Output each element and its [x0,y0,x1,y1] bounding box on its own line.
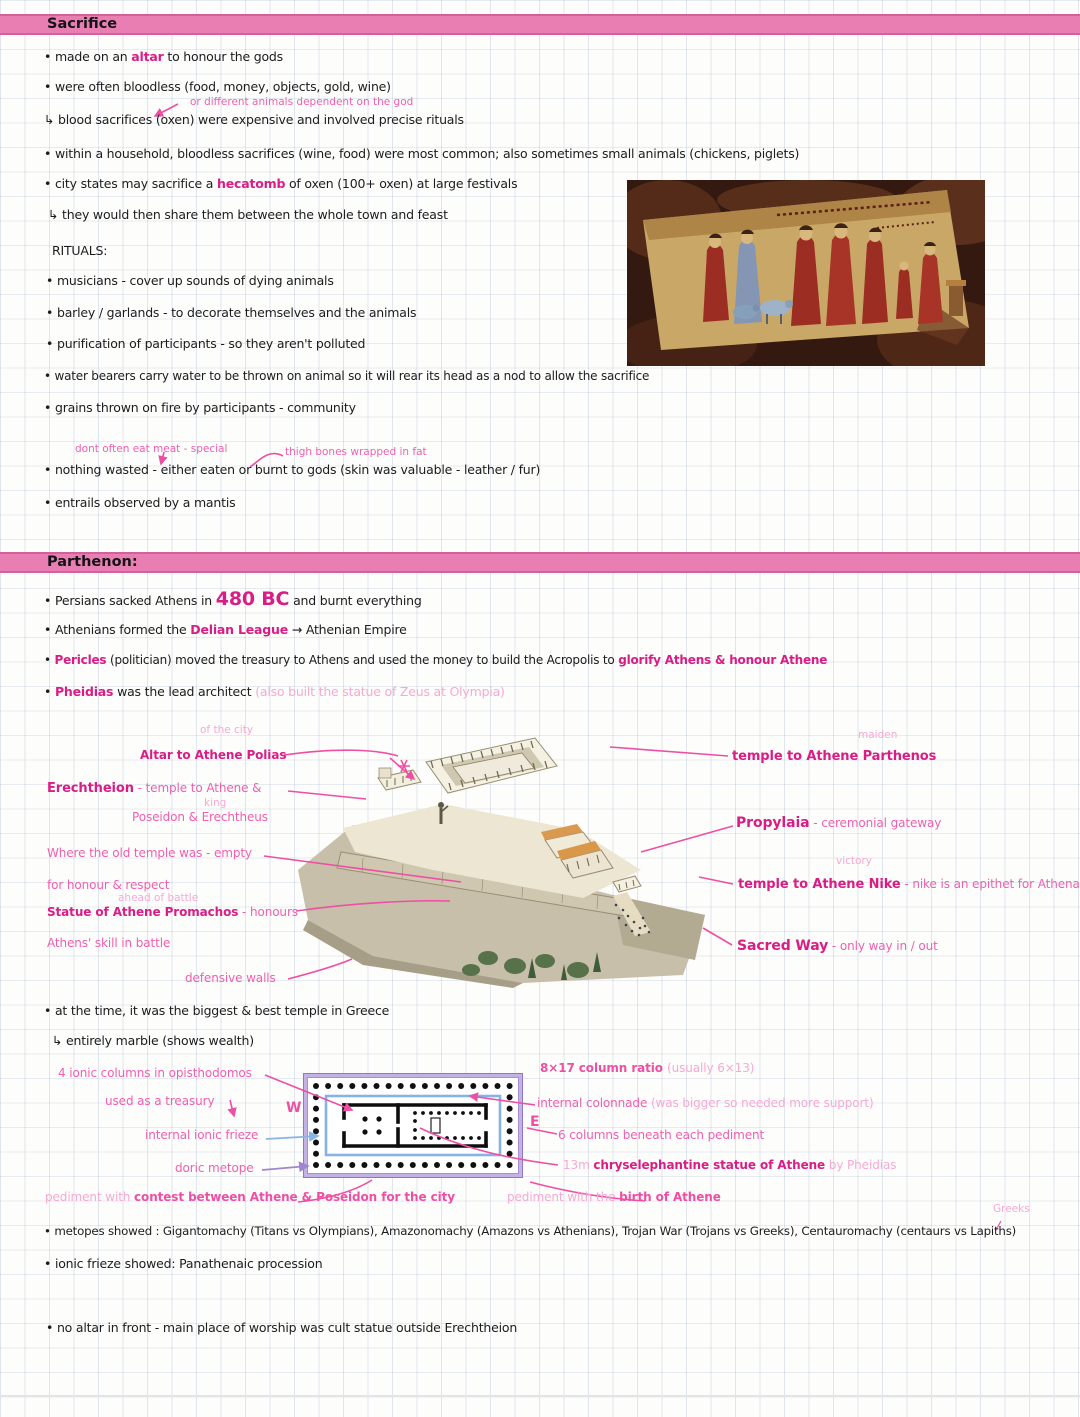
note-line-no-altar: • no altar in front - main place of worship was cult statue outside Erechtheion [46,1320,518,1335]
note-heading-rituals: RITUALS: [52,243,108,258]
note-line-musicians: • musicians - cover up sounds of dying animals [46,273,334,288]
section-divider-line [0,1395,1080,1397]
label-statue-promachos: Statue of Athene Promachos - honours [47,905,298,919]
note-line-pericles: • Pericles (politician) moved the treasury to Athens and used the money to build the Acropolis to glorify Athens & honour Athene [44,653,828,667]
note-line-pheidias: • Pheidias was the lead architect (also built the statue of Zeus at Olympia) [44,684,505,699]
label-defensive-walls: defensive walls [185,971,276,985]
label-nike: temple to Athene Nike - nike is an epithet for Athena [738,877,1080,892]
note-line-bloodless: • were often bloodless (food, money, objects, gold, wine) [44,79,391,94]
note-line-grains: • grains thrown on fire by participants - community [44,400,356,415]
label-ahead-of-battle: ahead of battle [118,892,199,904]
label-six-columns: 6 columns beneath each pediment [558,1128,765,1142]
label-treasury: used as a treasury [105,1094,215,1108]
label-chryselephantine: 13m chryselephantine statue of Athene by Pheidias [563,1158,897,1172]
label-maiden: maiden [858,729,898,741]
label-east: E [530,1114,540,1130]
note-line-marble: ↳ entirely marble (shows wealth) [52,1033,254,1048]
pitsa-panel-image [627,180,985,366]
label-west: W [286,1100,302,1116]
note-line-entrails: • entrails observed by a mantis [44,495,236,510]
label-internal-frieze: internal ionic frieze [145,1128,259,1142]
note-line-persians: • Persians sacked Athens in 480 BC and burnt everything [44,588,422,610]
section-bar-parthenon [0,552,1080,573]
note-line-household: • within a household, bloodless sacrifices (wine, food) were most common; also sometimes small animals (chickens, piglets) [44,146,800,161]
note-line-water-bearers: • water bearers carry water to be thrown on animal so it will rear its head as a nod to allow the sacrifice [44,369,650,383]
label-ionic-columns: 4 ionic columns in opisthodomos [58,1066,252,1080]
label-pediment-west: pediment with contest between Athene & Poseidon for the city [45,1190,455,1204]
label-skill-in-battle: Athens' skill in battle [47,936,171,950]
label-honour-respect: for honour & respect [47,878,170,892]
label-doric-metope: doric metope [175,1161,254,1175]
note-line-delian-league: • Athenians formed the Delian League → Athenian Empire [44,622,407,637]
section-title-parthenon: Parthenon: [47,554,138,570]
label-poseidon-erechtheus: Poseidon & Erechtheus [132,810,268,824]
note-line-barley: • barley / garlands - to decorate themselves and the animals [46,305,417,320]
note-line-blood-sacrifices: ↳ blood sacrifices (oxen) were expensive and involved precise rituals [44,112,464,127]
note-line-biggest: • at the time, it was the biggest & best temple in Greece [44,1003,390,1018]
parthenon-floor-plan [303,1073,523,1178]
label-parthenos: temple to Athene Parthenos [732,749,937,764]
label-column-ratio: 8×17 column ratio (usually 6×13) [540,1061,755,1075]
label-internal-colonnade: internal colonnade (was bigger so needed more support) [537,1096,874,1110]
label-erechtheion: Erechtheion - temple to Athene & [47,781,262,796]
acropolis-illustration [283,720,715,992]
note-line-purification: • purification of participants - so they aren't polluted [46,336,366,351]
note-line-share: ↳ they would then share them between the whole town and feast [48,207,448,222]
note-line-altar: • made on an altar to honour the gods [44,49,283,64]
label-old-temple: Where the old temple was - empty [47,846,252,860]
label-victory: victory [836,855,872,867]
label-of-the-city: of the city [200,724,254,736]
section-bar-sacrifice [0,14,1080,35]
note-line-nothing-wasted: • nothing wasted - either eaten or burnt to gods (skin was valuable - leather / fur) [44,462,541,477]
note-line-ionic-frieze: • ionic frieze showed: Panathenaic procession [44,1256,323,1271]
label-king: king [204,797,227,809]
note-annotation-different-animals: or different animals dependent on the god [190,96,414,108]
note-annotation-meat: dont often eat meat - special [75,443,228,455]
label-propylaia: Propylaia - ceremonial gateway [736,815,942,831]
note-annotation-greeks: Greeks [993,1203,1030,1215]
note-line-hecatomb: • city states may sacrifice a hecatomb of oxen (100+ oxen) at large festivals [44,176,518,191]
label-sacred-way: Sacred Way - only way in / out [737,938,938,954]
section-title-sacrifice: Sacrifice [47,16,118,32]
note-line-metopes: • metopes showed : Gigantomachy (Titans vs Olympians), Amazonomachy (Amazons vs Athenians), Trojan War (Trojans vs Greeks), Centauromachy (centaurs vs Lapiths) [44,1224,1017,1238]
note-annotation-thigh-bones: thigh bones wrapped in fat [285,446,427,458]
label-altar-polias: Altar to Athene Polias [140,748,287,762]
label-pediment-east: pediment with the birth of Athene [507,1190,721,1204]
